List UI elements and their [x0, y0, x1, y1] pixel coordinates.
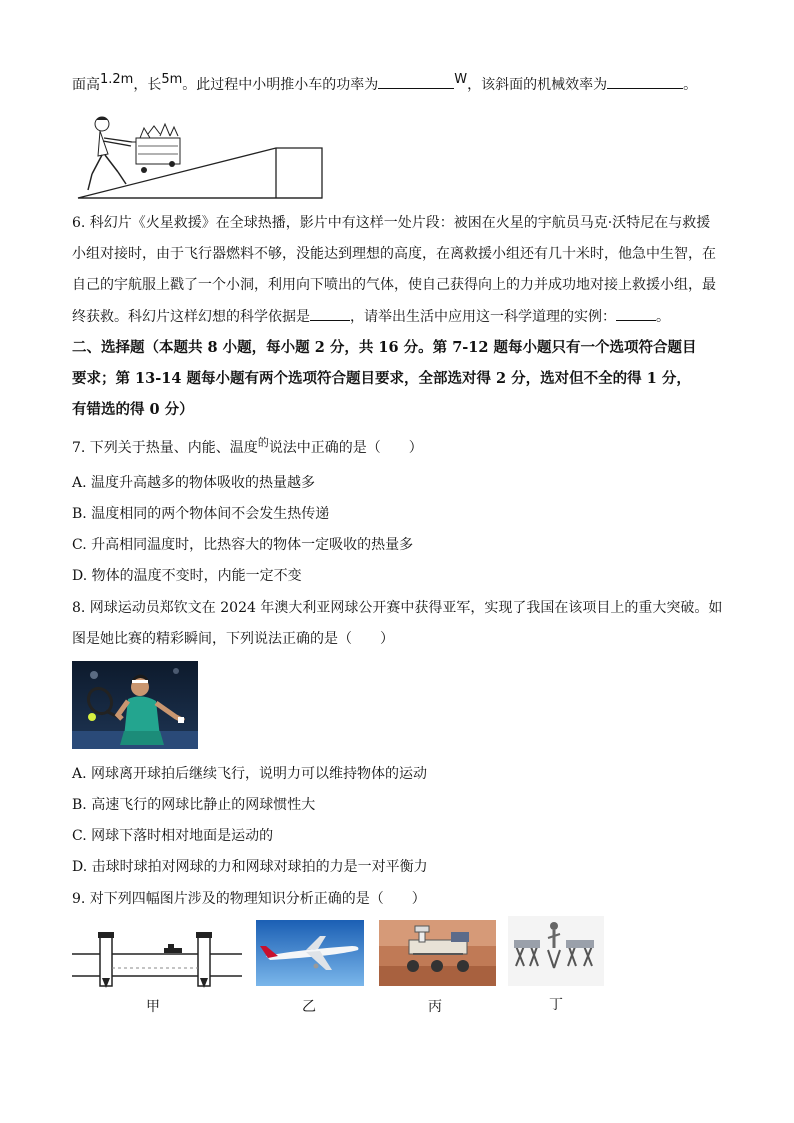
figure-jia-lock-diagram — [72, 928, 242, 990]
q5-unit: W — [454, 72, 468, 87]
q6-line-3: 自己的宇航服上戳了一个小洞，利用向下喷出的气体，使自己获得向上的力并成功地对接上救援小组，最 — [72, 277, 716, 293]
q5-length-value: 5m — [161, 72, 183, 87]
caption-yi: 乙 — [302, 999, 316, 1015]
figure-bing-mars-rover-photo — [379, 920, 496, 986]
section2-line-1: 二、选择题（本题共 8 小题，每小题 2 分，共 16 分。第 7-12 题每小题只有一个选项符合题目 — [72, 339, 697, 356]
q9-stem: 9. 对下列四幅图片涉及的物理知识分析正确的是（ ） — [72, 891, 426, 907]
q6-text-c: 。 — [656, 309, 670, 325]
q7-option-a[interactable]: A. 温度升高越多的物体吸收的热量越多 — [72, 475, 316, 491]
section2-line-2: 要求；第 13-14 题每小题有两个选项符合题目要求，全部选对得 2 分，选对但不全的得 1 分， — [72, 370, 691, 387]
q5-height-value: 1.2m — [100, 72, 134, 87]
q8-stem-1: 8. 网球运动员郑钦文在 2024 年澳大利亚网球公开赛中获得亚军，实现了我国在该项目上的重大突破。如 — [72, 600, 723, 616]
q7-option-b[interactable]: B. 温度相同的两个物体间不会发生热传递 — [72, 506, 330, 522]
section2-line-3: 有错选的得 0 分） — [72, 401, 194, 418]
q8-option-a[interactable]: A. 网球离开球拍后继续飞行，说明力可以维持物体的运动 — [72, 766, 428, 782]
q6-text-a: 终获救。科幻片这样幻想的科学依据是 — [72, 309, 310, 325]
q5-text-post2: ，该斜面的机械效率为 — [467, 77, 608, 93]
q8-option-d[interactable]: D. 击球时球拍对网球的力和网球对球拍的力是一对平衡力 — [72, 859, 428, 875]
q6-line-4 — [72, 306, 670, 327]
q5-efficiency-blank[interactable] — [607, 74, 683, 89]
q8-option-b[interactable]: B. 高速飞行的网球比静止的网球惯性大 — [72, 797, 316, 813]
q5-text-mid: ，长 — [133, 77, 162, 93]
q8-stem-2: 图是她比赛的精彩瞬间，下列说法正确的是（ ） — [72, 631, 394, 647]
q5-text-pre: 面高 — [72, 77, 100, 93]
q6-example-blank[interactable] — [616, 306, 656, 321]
q7-option-d[interactable]: D. 物体的温度不变时，内能一定不变 — [72, 568, 302, 584]
figure-yi-airplane-photo — [256, 920, 364, 986]
q7-option-c[interactable]: C. 升高相同温度时，比热容大的物体一定吸收的热量多 — [72, 537, 414, 553]
q7-stem-sup: 的 — [257, 436, 269, 449]
tennis-player-photo — [72, 661, 198, 749]
q6-basis-blank[interactable] — [310, 306, 350, 321]
q5-line — [72, 74, 697, 96]
q7-stem — [72, 438, 423, 459]
q5-text-post: 。此过程中小明推小车的功率为 — [182, 77, 379, 93]
caption-jia: 甲 — [146, 999, 160, 1015]
q6-line-2: 小组对接时，由于飞行器燃料不够，没能达到理想的高度，在离救援小组还有几十米时，他急中生智，在 — [72, 246, 716, 262]
caption-ding: 丁 — [549, 997, 563, 1013]
incline-figure — [76, 112, 326, 202]
q6-line-1: 6. 科幻片《火星救援》在全球热播，影片中有这样一处片段：被困在火星的宇航员马克·沃特尼在与救援 — [72, 215, 711, 231]
q7-stem-a: 7. 下列关于热量、内能、温度 — [72, 440, 258, 456]
q7-stem-b: 说法中正确的是（ ） — [268, 440, 423, 456]
q5-power-blank[interactable] — [378, 74, 454, 89]
q8-option-c[interactable]: C. 网球下落时相对地面是运动的 — [72, 828, 274, 844]
q5-text-end: 。 — [683, 77, 698, 93]
caption-bing: 丙 — [428, 999, 442, 1015]
q6-text-b: ，请举出生活中应用这一科学道理的实例： — [350, 309, 616, 325]
figure-ding-chairs-photo — [508, 916, 604, 986]
